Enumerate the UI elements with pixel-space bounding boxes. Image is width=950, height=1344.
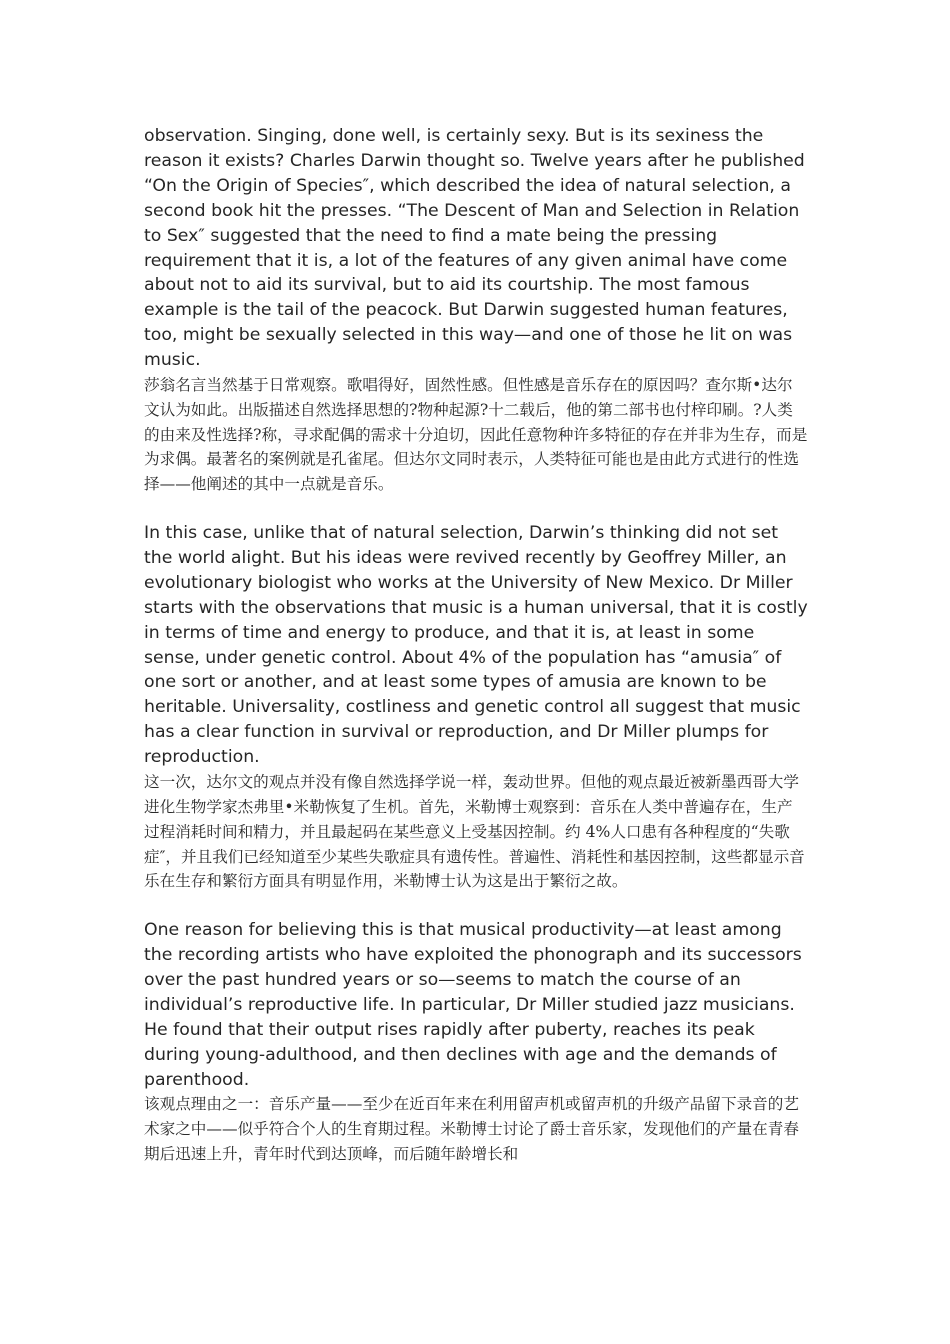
chinese-translation: 该观点理由之一：音乐产量——至少在近百年来在利用留声机或留声机的升级产品留下录音的艺术家之中——似乎符合个人的生育期过程。米勒博士讨论了爵士音乐家，发现他们的产量在青春期后迅速上升，青年时代到达顶峰，而后随年龄增长和 [144, 1095, 799, 1164]
chinese-translation: 这一次，达尔文的观点并没有像自然选择学说一样，轰动世界。但他的观点最近被新墨西哥大学进化生物学家杰弗里•米勒恢复了生机。首先，米勒博士观察到：音乐在人类中普遍存在，生产过程消耗时间和精力，并且最起码在某些意义上受基因控制。约 4%人口患有各种程度的“失歌症″，并且我们已经知道至少某些失歌症具有遗传性。普遍性、消耗性和基因控制，这些都显示音乐在生存和繁衍方面具有明显作用，米勒博士认为这是出于繁衍之故。 [144, 773, 805, 891]
document-page [144, 124, 808, 1167]
paragraph-3 [144, 918, 808, 1167]
english-text: One reason for believing this is that musical productivity—at least among the recording artists who have exploited the phonograph and its successors over the past hundred years or so—seems to match the course of an individual’s reproductive life. In particular, Dr Miller studied jazz musicians. He found that their output rises rapidly after puberty, reaches its peak during young-adulthood, and then declines with age and the demands of parenthood. [144, 920, 802, 1090]
chinese-translation: 莎翁名言当然基于日常观察。歌唱得好，固然性感。但性感是音乐存在的原因吗？查尔斯•达尔文认为如此。出版描述自然选择思想的?物种起源?十二载后，他的第二部书也付梓印刷。?人类的由来及性选择?称，寻求配偶的需求十分迫切，因此任意物种许多特征的存在并非为生存，而是为求偶。最著名的案例就是孔雀尾。但达尔文同时表示，人类特征可能也是由此方式进行的性选择——他阐述的其中一点就是音乐。 [144, 376, 808, 494]
english-text: In this case, unlike that of natural selection, Darwin’s thinking did not set the world alight. But his ideas were revived recently by Geoffrey Miller, an evolutionary biologist who works at the University of New Mexico. Dr Miller starts with the observations that music is a human universal, that it is costly in terms of time and energy to produce, and that it is, at least in some sense, under genetic control. About 4% of the population has “amusia″ of one sort or another, and at least some types of amusia are known to be heritable. Universality, costliness and genetic control all suggest that music has a clear function in survival or reproduction, and Dr Miller plumps for reproduction. [144, 523, 808, 768]
english-text: observation. Singing, done well, is certainly sexy. But is its sexiness the reason it exists? Charles Darwin thought so. Twelve years after he published “On the Origin of Species″, which described the idea of natural selection, a second book hit the presses. “The Descent of Man and Selection in Relation to Sex″ suggested that the need to find a mate being the pressing requirement that it is, a lot of the features of any given animal have come about not to aid its survival, but to aid its courtship. The most famous example is the tail of the peacock. But Darwin suggested human features, too, might be sexually selected in this way—and one of those he lit on was music. [144, 126, 805, 371]
paragraph-1 [144, 124, 808, 497]
paragraph-spacer [144, 894, 808, 918]
paragraph-spacer [144, 497, 808, 521]
paragraph-2 [144, 521, 808, 894]
